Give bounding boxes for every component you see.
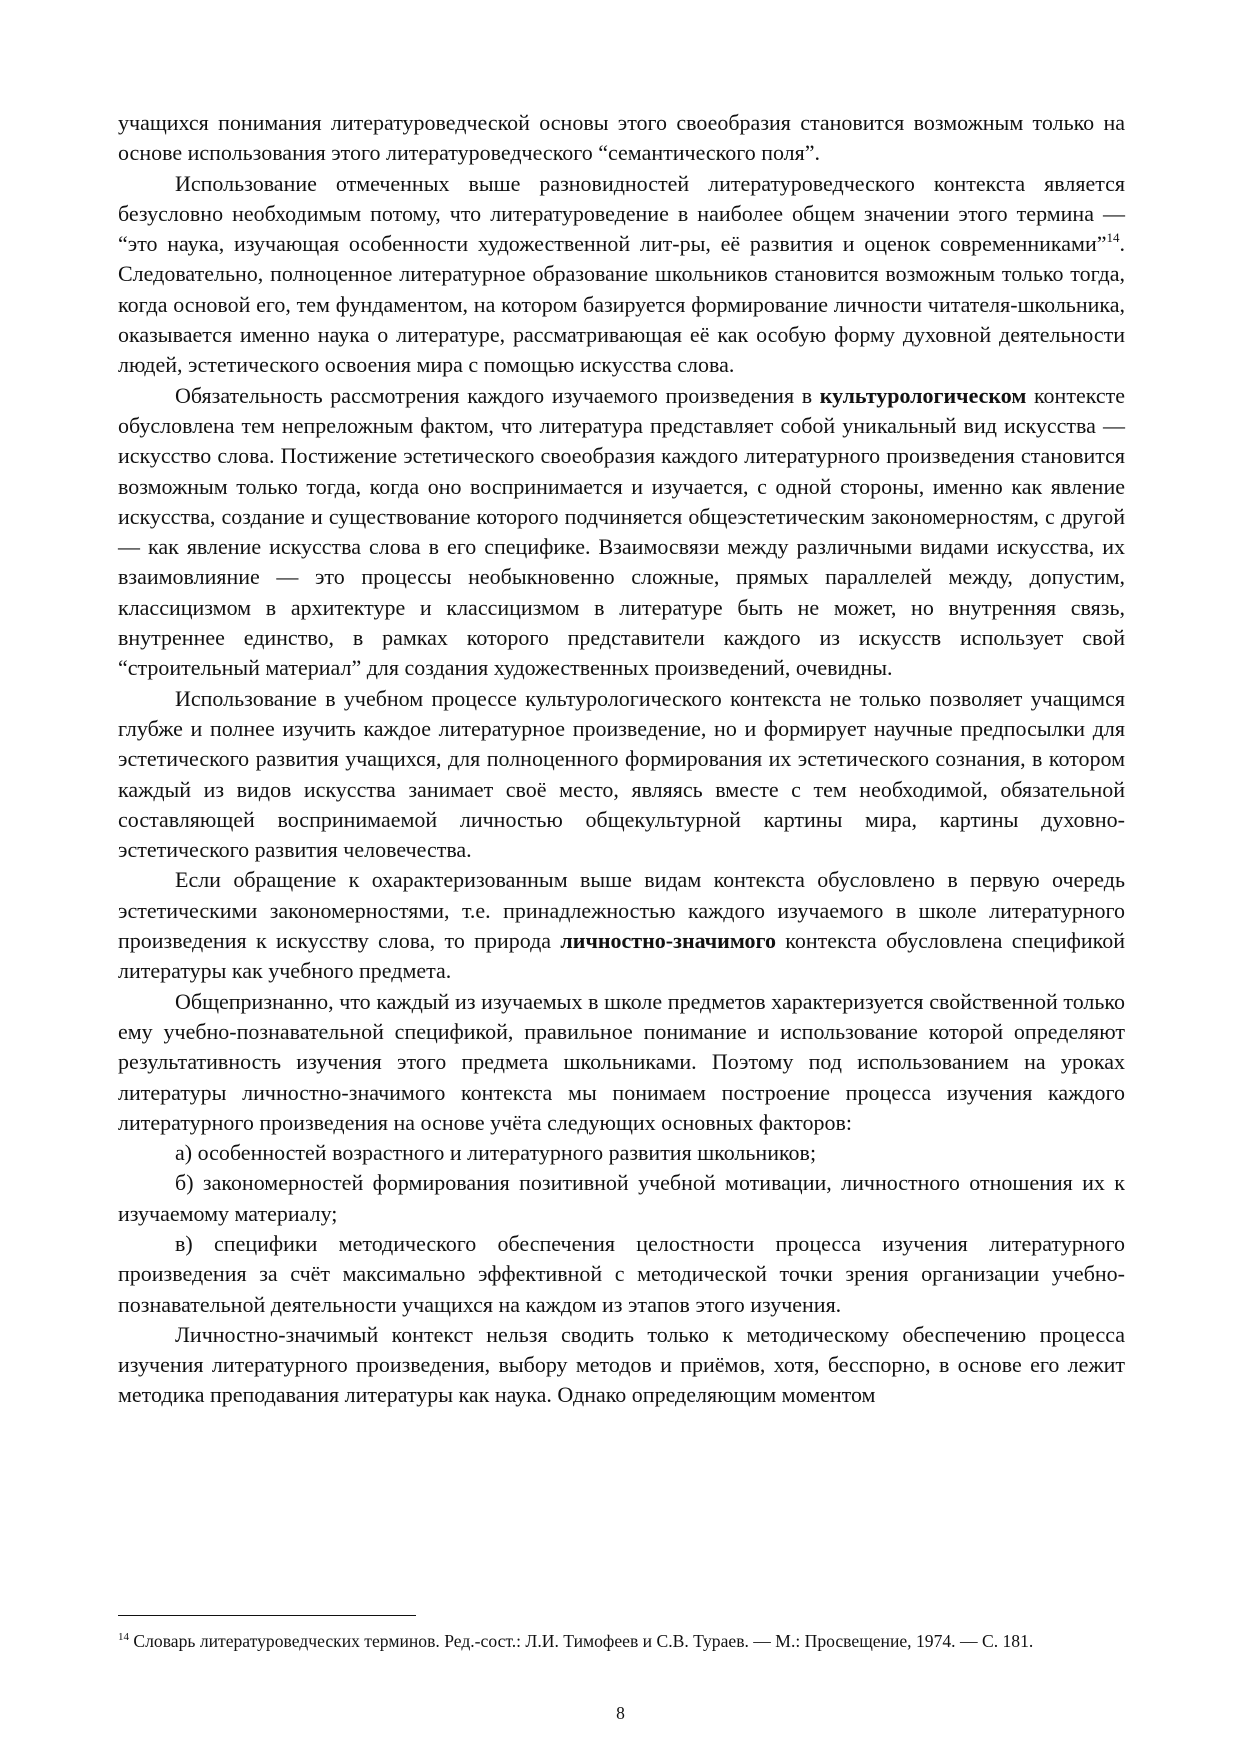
footnote-text: Словарь литературоведческих терминов. Ред.-сост.: Л.И. Тимофеев и С.В. Тураев. — М.: Просвещение, 1974. — С. 181. xyxy=(129,1631,1034,1651)
paragraph-7: Личностно-значимый контекст нельзя сводить только к методическому обеспечению процесса изучения литературного произведения, выбору методов и приёмов, хотя, бесспорно, в основе его лежит методика преподавания литературы как наука. Однако определяющим моментом xyxy=(118,1321,1125,1408)
footnote-separator xyxy=(118,1615,416,1616)
page-body xyxy=(118,108,1125,1411)
list-item-c: в) специфики методического обеспечения целостности процесса изучения литературного произведения за счёт максимально эффективной с методической точки зрения организации учебно-познавательной деятельности учащихся на каждом из этапов этого изучения. xyxy=(118,1230,1125,1317)
page-number: 8 xyxy=(616,1703,625,1723)
term-culturological: культурологическом xyxy=(819,382,1027,408)
paragraph-4: Использование в учебном процессе культурологического контекста не только позволяет учащимся глубже и полнее изучить каждое литературное произведение, но и формирует научные предпосылки для эстетического развития учащихся, для полноценного формирования их эстетического сознания, в котором каждый из видов искусства занимает своё место, являясь вместе с тем необходимой, обязательной составляющей воспринимаемой личностью общекультурной картины мира, картины духовно-эстетического развития человечества. xyxy=(118,685,1125,863)
list-item-b: б) закономерностей формирования позитивной учебной мотивации, личностного отношения их к изучаемому материалу; xyxy=(118,1170,1125,1226)
paragraph-2: Использование отмеченных выше разновидностей литературоведческого контекста является безусловно необходимым потому, что литературоведение в наиболее общем значении этого термина — “это наука, изучающая особенности художественной лит-ры, её развития и оценок современниками”$^{14}$. Следовательно, полноценное литературное образование школьников становится возможным только тогда, когда основой его, тем фундаментом, на котором базируется формирование личности читателя-школьника, оказывается именно наука о литературе, рассматривающая её как особую форму духовной деятельности людей, эстетического освоения мира с помощью искусства слова. xyxy=(118,170,1125,378)
paragraph-1: учащихся понимания литературоведческой основы этого своеобразия становится возможным только на основе использования этого литературоведческого “семантического поля”. xyxy=(118,110,1125,166)
footnote xyxy=(118,1629,1128,1653)
footnote-number: 14 xyxy=(118,1631,129,1643)
paragraph-5: Если обращение к охарактеризованным выше видам контекста обусловлено в первую очередь эстетическими закономерностями, т.е. принадлежностью каждого изучаемого в школе литературного произведения к искусству слова, то природа личностно-значимого контекста обусловлена спецификой литературы как учебного предмета. xyxy=(118,867,1125,984)
paragraph-6: Общепризнанно, что каждый из изучаемых в школе предметов характеризуется свойственной только ему учебно-познавательной спецификой, правильное понимание и использование которой определяют результативность изучения этого предмета школьниками. Поэтому под использованием на уроках литературы личностно-значимого контекста мы понимаем построение процесса изучения каждого литературного произведения на основе учёта следующих основных факторов: xyxy=(118,988,1125,1135)
list-item-a: а) особенностей возрастного и литературного развития школьников; xyxy=(175,1140,817,1166)
footnote-ref-14[interactable]: 14 xyxy=(1106,230,1120,246)
paragraph-3: Обязательность рассмотрения каждого изучаемого произведения в культурологическом контексте обусловлена тем непреложным фактом, что литература представляет собой уникальный вид искусства — искусство слова. Постижение эстетического своеобразия каждого литературного произведения становится возможным только тогда, когда оно воспринимается и изучается, с одной стороны, именно как явление искусства, создание и существование которого подчиняется общеэстетическим закономерностям, с другой — как явление искусства слова в его специфике. Взаимосвязи между различными видами искусства, их взаимовлияние — это процессы необыкновенно сложные, прямых параллелей между, допустим, классицизмом в архитектуре и классицизмом в литературе быть не может, но внутренняя связь, внутреннее единство, в рамках которого представители каждого из искусств использует свой “строительный материал” для создания художественных произведений, очевидны. xyxy=(118,382,1125,681)
term-personally-significant: личностно-значимого xyxy=(560,928,776,954)
